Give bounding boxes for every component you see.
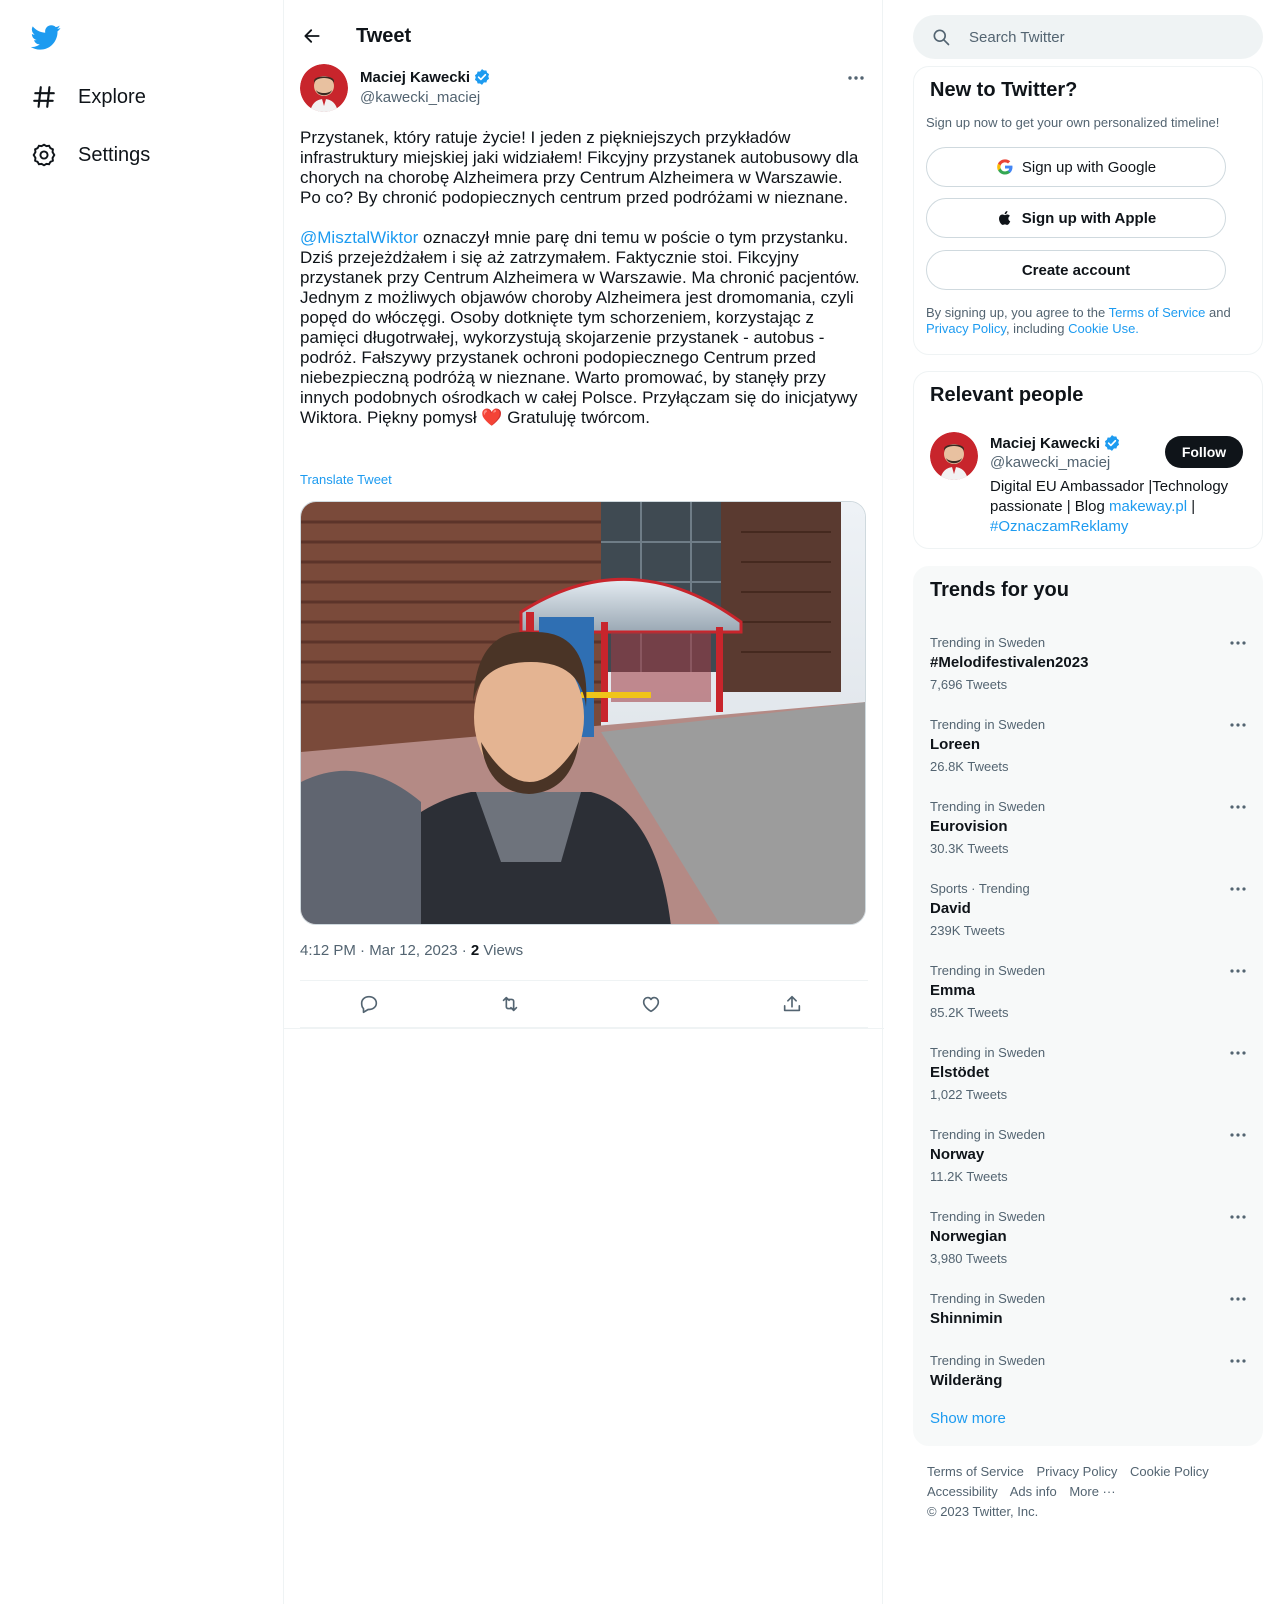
mention-link[interactable]: @MisztalWiktor <box>300 228 419 247</box>
nav-label: Settings <box>78 143 151 166</box>
apple-logo-icon <box>996 209 1014 227</box>
back-arrow-icon <box>302 26 322 46</box>
trend-count: 239K Tweets <box>930 923 1005 938</box>
retweet-icon <box>499 993 521 1015</box>
trend-more-button[interactable] <box>1228 633 1248 653</box>
signup-apple-button[interactable] <box>926 198 1226 238</box>
main-column <box>283 0 883 1604</box>
tweet-paragraph-text: oznaczył mnie parę dni temu w poście o tym przystanku. Dziś przejeżdżałem i się aż zatrzymałem. Faktycznie stoi. Fikcyjny przystanek przy Centrum Alzheimera w Warszawie. Ma chronić pacjentów. Jednym z możliwych objawów choroby Alzheimera jest dromomania, czyli popęd do włóczęgi. Osoby dotknięte tym schorzeniem, korzystając z pamięci długotrwałej, wykorzystują skojarzenie przystanek - autobus - podróż. Fałszywy przystanek ochroni podopiecznego Centrum przed niebezpieczną podróżą w nieznane. Warto promować, by stanęły przy innych podobnych ośrodkach w całej Polsce. Przyłączam się do inicjatywy Wiktora. Piękny pomysł <box>300 228 860 427</box>
legal-text: By signing up, you agree to the <box>926 305 1109 320</box>
reply-button[interactable] <box>358 993 382 1017</box>
footer-link-accessibility[interactable]: Accessibility <box>927 1484 998 1499</box>
footer-links-row <box>927 1462 1257 1482</box>
author-name[interactable] <box>360 68 491 86</box>
more-dots-icon <box>1230 1051 1246 1055</box>
trend-count: 11.2K Tweets <box>930 1169 1008 1184</box>
trend-item[interactable] <box>914 707 1264 789</box>
signup-title: New to Twitter? <box>930 79 1078 101</box>
tweet-meta <box>300 942 523 959</box>
footer-link-privacy[interactable]: Privacy Policy <box>1036 1464 1118 1479</box>
avatar[interactable] <box>300 64 348 112</box>
nav-label: Explore <box>78 85 146 108</box>
back-button[interactable] <box>294 18 330 54</box>
footer <box>927 1462 1257 1522</box>
retweet-button[interactable] <box>499 993 523 1017</box>
trend-count: 85.2K Tweets <box>930 1005 1009 1020</box>
trend-item[interactable] <box>914 1117 1264 1199</box>
more-dots-icon <box>1230 1297 1246 1301</box>
hashtag-icon <box>30 83 58 111</box>
footer-link-cookie[interactable]: Cookie Policy <box>1129 1464 1209 1479</box>
show-more-link[interactable]: Show more <box>930 1410 1006 1427</box>
bio-text: Digital EU Ambassador |Technology passionate | Blog <box>990 478 1229 515</box>
verified-badge-icon <box>1103 434 1121 452</box>
tweet-text <box>300 128 868 428</box>
signup-google-button[interactable] <box>926 147 1226 187</box>
translate-tweet-link[interactable]: Translate Tweet <box>300 472 392 487</box>
trend-more-button[interactable] <box>1228 961 1248 981</box>
trend-context: Trending in Sweden <box>930 1127 1046 1142</box>
trend-more-button[interactable] <box>1228 1289 1248 1309</box>
trend-name: Wilderäng <box>930 1372 1003 1389</box>
tweet-actions <box>300 980 868 1028</box>
trend-name: Shinnimin <box>930 1310 1003 1327</box>
nav-item-explore[interactable] <box>30 77 146 117</box>
signup-legal-text <box>926 305 1252 337</box>
trends-card <box>913 566 1263 1446</box>
trend-item[interactable] <box>914 1281 1264 1343</box>
views-count: 2 <box>470 942 480 959</box>
trend-name: Norwegian <box>930 1228 1007 1245</box>
tweet-paragraph-end: Gratuluję twórcom. <box>502 408 650 427</box>
reply-icon <box>358 993 380 1015</box>
search-box[interactable] <box>913 15 1263 59</box>
trend-context: Trending in Sweden <box>930 799 1046 814</box>
share-button[interactable] <box>781 993 805 1017</box>
bio-hashtag-link[interactable]: #OznaczamReklamy <box>990 518 1129 535</box>
follow-button[interactable]: Follow <box>1165 436 1243 468</box>
like-button[interactable] <box>640 993 664 1017</box>
trend-more-button[interactable] <box>1228 879 1248 899</box>
trend-context: Trending in Sweden <box>930 963 1046 978</box>
footer-links-row <box>927 1482 1257 1502</box>
footer-link-ads-info[interactable]: Ads info <box>1009 1484 1057 1499</box>
signup-apple-label: Sign up with Apple <box>1021 209 1157 227</box>
verified-badge-icon <box>473 68 491 86</box>
signup-card <box>913 66 1263 355</box>
trend-name: David <box>930 900 971 917</box>
tweet-paragraph <box>300 228 868 428</box>
relevant-people-card <box>913 371 1263 549</box>
footer-link-terms[interactable]: Terms of Service <box>927 1464 1024 1479</box>
trend-item[interactable] <box>914 1035 1264 1117</box>
bio-link[interactable]: makeway.pl <box>1108 498 1188 515</box>
more-dots-icon <box>847 75 865 81</box>
more-dots-icon <box>1230 805 1246 809</box>
person-name[interactable] <box>990 434 1121 452</box>
trend-item[interactable] <box>914 953 1264 1035</box>
trend-context: Trending in Sweden <box>930 1291 1046 1306</box>
trend-more-button[interactable] <box>1228 715 1248 735</box>
tweet-paragraph: Przystanek, który ratuje życie! I jeden z piękniejszych przykładów infrastruktury miejskiej jaki widziałem! Fikcyjny przystanek autobusowy dla chorych na chorobę Alzheimera przy Centrum Alzheimera w Warszawie. Po co? By chronić podopiecznych centrum przed podróżami w nieznane. <box>300 128 859 207</box>
relevant-people-title: Relevant people <box>930 384 1084 406</box>
trend-item[interactable] <box>914 789 1264 871</box>
create-account-button[interactable] <box>926 250 1226 290</box>
trend-context: Trending in Sweden <box>930 635 1046 650</box>
signup-google-label: Sign up with Google <box>1021 158 1157 176</box>
trend-context: Trending in Sweden <box>930 717 1046 732</box>
divider <box>284 1028 884 1029</box>
page-title: Tweet <box>356 25 412 47</box>
more-dots-icon <box>1230 1359 1246 1363</box>
copyright: © 2023 Twitter, Inc. <box>927 1504 1039 1519</box>
trend-more-button[interactable] <box>1228 1125 1248 1145</box>
privacy-link[interactable]: Privacy Policy <box>926 321 1006 336</box>
legal-text: and <box>1205 305 1231 320</box>
trend-name: Eurovision <box>930 818 1008 835</box>
author-name-text: Maciej Kawecki <box>360 68 471 86</box>
tweet-header <box>284 16 884 56</box>
share-icon <box>781 993 803 1015</box>
left-navigation <box>0 0 283 1604</box>
trend-name: Elstödet <box>930 1064 990 1081</box>
trend-more-button[interactable] <box>1228 1043 1248 1063</box>
footer-link-more[interactable]: More ··· <box>1069 1484 1116 1499</box>
terms-link[interactable]: Terms of Service <box>1108 305 1206 320</box>
trend-count: 7,696 Tweets <box>930 677 1008 692</box>
trend-context: Trending in Sweden <box>930 1353 1046 1368</box>
more-dots-icon <box>1230 641 1246 645</box>
google-logo-icon <box>996 158 1014 176</box>
author-handle[interactable]: @kawecki_maciej <box>360 89 481 106</box>
avatar[interactable] <box>930 432 978 480</box>
trend-context: Sports · Trending <box>930 881 1030 896</box>
trend-item[interactable] <box>914 871 1264 953</box>
more-dots-icon <box>1230 723 1246 727</box>
search-icon <box>931 27 951 47</box>
person-bio <box>990 477 1252 537</box>
tweet-author <box>300 64 868 114</box>
cookie-use-link[interactable]: Cookie Use. <box>1068 321 1139 336</box>
more-dots-icon <box>1230 969 1246 973</box>
person-handle[interactable]: @kawecki_maciej <box>990 454 1111 471</box>
tweet-photo[interactable] <box>300 501 866 925</box>
trend-context: Trending in Sweden <box>930 1209 1046 1224</box>
trend-count: 26.8K Tweets <box>930 759 1009 774</box>
trend-item[interactable] <box>914 1343 1264 1405</box>
trends-title: Trends for you <box>930 579 1069 601</box>
more-dots-icon <box>1230 887 1246 891</box>
heart-emoji: ❤️ <box>481 408 503 427</box>
twitter-logo-icon[interactable] <box>30 22 62 52</box>
heart-icon <box>640 993 662 1015</box>
trend-count: 3,980 Tweets <box>930 1251 1008 1266</box>
trend-more-button[interactable] <box>1228 1351 1248 1371</box>
trend-count: 30.3K Tweets <box>930 841 1009 856</box>
trend-name: Emma <box>930 982 976 999</box>
gear-icon <box>30 141 58 169</box>
bio-text: | <box>1187 498 1196 515</box>
tweet-timestamp[interactable]: 4:12 PM · Mar 12, 2023 · <box>300 942 471 959</box>
trend-name: Norway <box>930 1146 985 1163</box>
person-name-text: Maciej Kawecki <box>990 434 1101 452</box>
trend-count: 1,022 Tweets <box>930 1087 1008 1102</box>
views-label: Views <box>479 942 524 959</box>
trend-more-button[interactable] <box>1228 797 1248 817</box>
trend-name: Loreen <box>930 736 981 753</box>
more-dots-icon <box>1230 1215 1246 1219</box>
nav-item-settings[interactable] <box>30 135 150 175</box>
search-input[interactable] <box>969 15 1249 59</box>
trend-more-button[interactable] <box>1228 1207 1248 1227</box>
legal-text: , including <box>1005 321 1069 336</box>
trend-name: #Melodifestivalen2023 <box>930 654 1089 671</box>
more-dots-icon <box>1230 1133 1246 1137</box>
trend-item[interactable] <box>914 1199 1264 1281</box>
trend-context: Trending in Sweden <box>930 1045 1046 1060</box>
trend-item[interactable] <box>914 625 1264 707</box>
more-options-button[interactable] <box>844 66 868 90</box>
create-account-label: Create account <box>1021 261 1131 279</box>
signup-subtitle: Sign up now to get your own personalized timeline! <box>926 115 1220 130</box>
